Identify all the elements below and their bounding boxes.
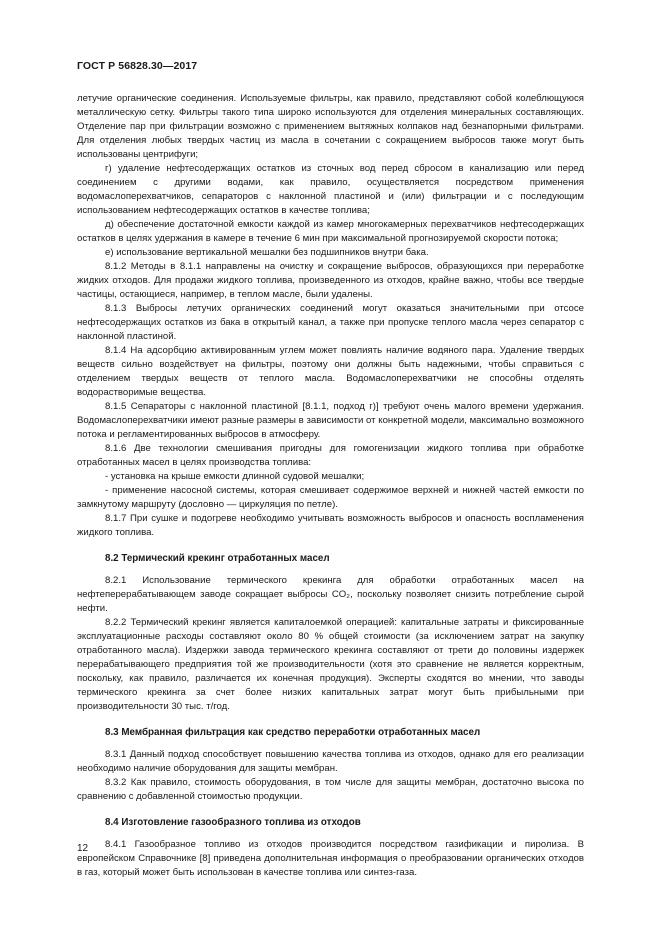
section-heading: 8.3 Мембранная фильтрация как средство переработки отработанных масел [105,727,481,738]
paragraph: летучие органические соединения. Используемые фильтры, как правило, представляют собой колеблющуюся металлическую сетку. Фильтры такого типа широко используются для отделения минеральных составляющих. Отделение пар при фильтрации возможно с применением вытяжных колпаков над безнапорными фильтрами. Для отделения любых твердых частиц из масла в сочетании с сокращением выбросов также могут быть использованы центрифуги; [77,93,584,160]
paragraph: г) удаление нефтесодержащих остатков из сточных вод перед сбросом в канализацию или перед соединением с другими водами, как правило, осуществляется посредством применения водомаслоперехватчиков, сепараторов с наклонной пластиной и (или) фильтрации и с последующим использованием нефтесодержащих остатков в качестве топлива; [77,163,584,216]
paragraph: 8.2.1 Использование термического крекинга для обработки отработанных масел на нефтеперерабатывающем заводе сокращает выбросы CO₂, поскольку позволяет снизить потребление сырой нефти. [77,575,584,614]
paragraph: 8.1.2 Методы в 8.1.1 направлены на очистку и сокращение выбросов, образующихся при переработке жидких отходов. Для продажи жидкого топлива, произведенного из отходов, крайне важно, чтобы все твердые частицы, остающиеся, например, в теплом масле, были удалены. [77,261,584,300]
paragraph: 8.4.1 Газообразное топливо из отходов производится посредством газификации и пиролиза. В европейском Справочнике [8] приведена дополнительная информация о преобразовании органических отходов в газ, который может быть использован в качестве топлива или синтез-газа. [77,839,584,878]
paragraph: 8.3.1 Данный подход способствует повышению качества топлива из отходов, однако для его реализации необходимо наличие оборудования для защиты мембран. [77,749,584,774]
paragraph: - применение насосной системы, которая смешивает содержимое верхней и нижней частей емкости по замкнутому маршруту (дословно — циркуляция по петле). [77,485,584,510]
paragraph: 8.3.2 Как правило, стоимость оборудования, в том числе для защиты мембран, достаточно высока по сравнению с добавленной стоимостью продукции. [77,777,584,802]
paragraph: 8.1.3 Выбросы летучих органических соединений могут оказаться значительными при отсосе нефтесодержащих остатков из бака в открытый канал, а также при пропуске теплого масла через сепаратор с наклонной пластиной. [77,303,584,342]
page-body [77,92,584,880]
section-heading: 8.4 Изготовление газообразного топлива из отходов [105,817,361,828]
paragraph: 8.1.6 Две технологии смешивания пригодны для гомогенизации жидкого топлива при обработке отработанных масел в целях производства топлива: [77,443,584,468]
paragraph: е) использование вертикальной мешалки без подшипников внутри бака. [105,247,429,258]
document-header: ГОСТ Р 56828.30—2017 [77,60,198,72]
paragraph: д) обеспечение достаточной емкости каждой из камер многокамерных перехватчиков нефтесодержащих остатков в целях удержания в камере в течение 6 мин при максимальной прогнозируемой скорости потока; [77,219,584,244]
section-heading: 8.2 Термический крекинг отработанных масел [105,553,330,564]
paragraph: 8.1.7 При сушке и подогреве необходимо учитывать возможность выбросов и опасность воспламенения жидкого топлива. [77,513,584,538]
paragraph: 8.1.4 На адсорбцию активированным углем может повлиять наличие водяного пара. Удаление твердых веществ сильно воздействует на фильтры, поэтому они должны быть надежными, чтобы справиться с отделением твердых веществ от теплого масла. Водомаслоперехватчики не способны отделять водорастворимые вещества. [77,345,584,398]
paragraph: - установка на крыше емкости длинной судовой мешалки; [105,471,365,482]
paragraph: 8.1.5 Сепараторы с наклонной пластиной [8.1.1, подход г)] требуют очень малого времени удержания. Водомаслоперехватчики имеют разные размеры в зависимости от конкретной модели, максимально возможного потока и регламентированных выбросов в атмосферу. [77,401,584,440]
page-number: 12 [77,843,89,854]
paragraph: 8.2.2 Термический крекинг является капиталоемкой операцией: капитальные затраты и фиксированные эксплуатационные расходы составляют около 80 % общей стоимости (за исключением затрат на закупку отработанного масла). Издержки завода термического крекинга составляют от трети до половины издержек перерабатывающего предприятия той же производительности (хотя это сравнение не является корректным, поскольку, как правило, различается их конечная продукция). Эксперты сходятся во мнении, что заводы термического крекинга за счет более низких капитальных затрат могут быть прибыльными при производительности 30 тыс. т/год. [77,617,584,712]
